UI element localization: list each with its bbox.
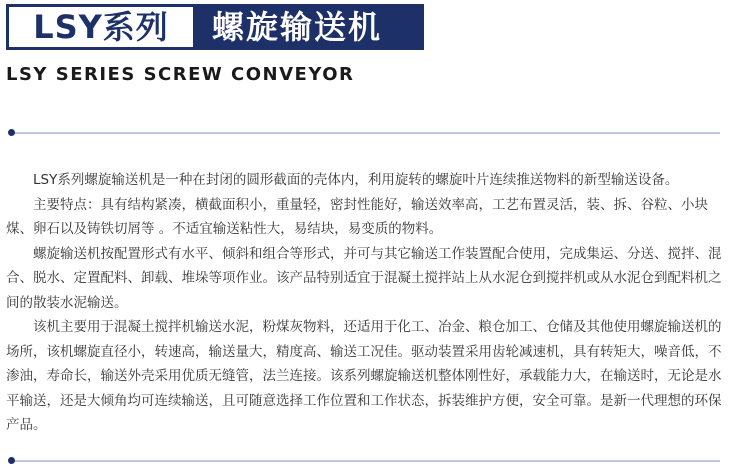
intro-paragraph: LSY系列螺旋输送机是一种在封闭的圆形截面的壳体内，利用旋转的螺旋叶片连续推送物料的新型输送设备。 (33, 172, 679, 188)
configuration-paragraph: 螺旋输送机按配置形式有水平、倾斜和组合等形式，并可与其它输送工作装置配合使用，完成集运、分送、搅拌、混合、脱水、定置配料、卸载、堆垛等项作业。该产品特别适宜于混凝土搅拌站上从水泥仓到搅拌机或从水泥仓到配料机之间的散装水泥输送。 (6, 245, 722, 311)
divider-dot-icon (8, 129, 15, 136)
top-divider (10, 132, 720, 134)
features-paragraph: 主要特点：具有结构紧凑，横截面积小，重量轻，密封性能好，输送效率高，工艺布置灵活，装、拆、谷粒、小块煤、卵石以及铸铁切屑等 。不适宜输送粘性大，易结块，易变质的物料。 (6, 196, 708, 237)
applications-paragraph: 该机主要用于混凝土搅拌机输送水泥，粉煤灰物料，还适用于化工、冶金、粮仓加工、仓储及其他使用螺旋输送机的场所，该机螺旋直径小，转速高，输送量大，精度高、输送工况佳。驱动装置采用齿轮减速机，具有转矩大，噪音低，不渗油，寿命长，输送外壳采用优质无缝管，法兰连接。该系列螺旋输送机整体刚性好，承载能力大，在输送时，无论是水平输送，还是大倾角均可连续输送，且可随意选择工作位置和工作状态，拆装维护方便，安全可靠。是新一代理想的环保产品。 (6, 319, 722, 433)
title-banner (6, 4, 424, 50)
english-subtitle: LSY SERIES SCREW CONVEYOR (6, 64, 355, 85)
divider-dot-icon (8, 457, 15, 464)
product-label: 螺旋输送机 (196, 4, 424, 50)
description-body (6, 168, 732, 438)
series-label: LSY系列 (6, 4, 196, 50)
bottom-divider (10, 460, 720, 462)
